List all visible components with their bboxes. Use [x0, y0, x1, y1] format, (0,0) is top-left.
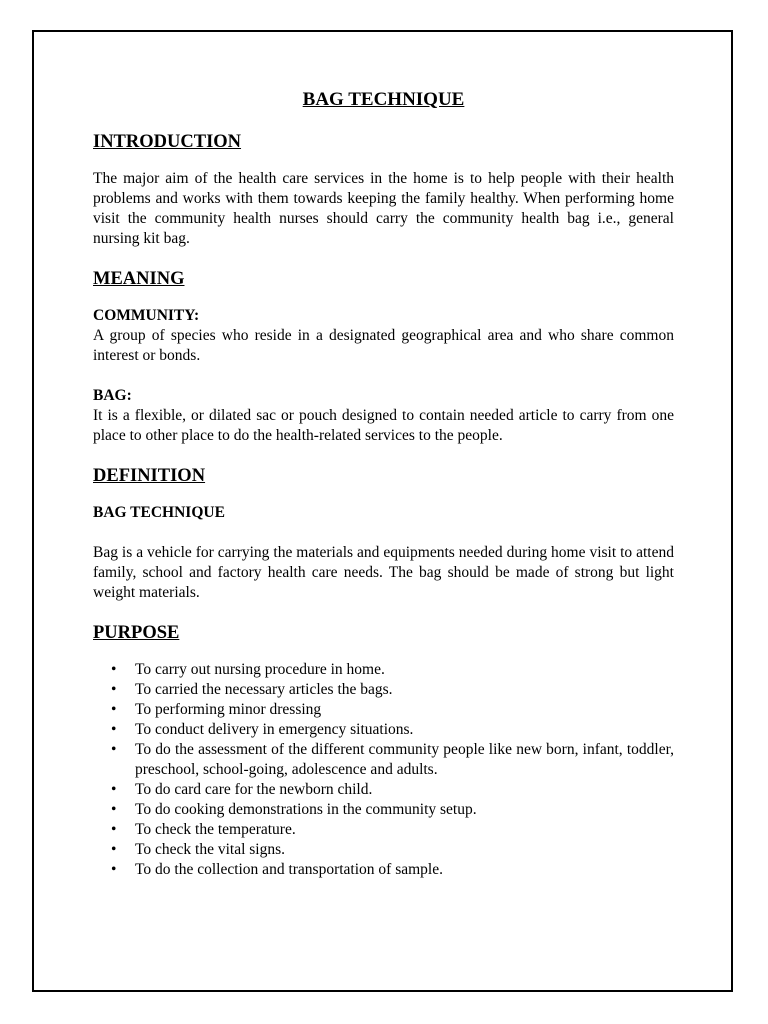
list-item: • To do the collection and transportation of sample.	[111, 861, 443, 878]
bullet-icon: •	[111, 861, 117, 878]
bullet-icon: •	[111, 821, 117, 838]
introduction-heading: INTRODUCTION	[93, 132, 242, 152]
list-item: • To do the assessment of the different community people like new born, infant, toddler, preschool, school-going, adolescence and adults.	[111, 741, 674, 778]
list-item: • To check the temperature.	[111, 821, 296, 838]
purpose-heading: PURPOSE	[93, 623, 180, 643]
bag-label: BAG:	[93, 387, 132, 404]
bullet-icon: •	[111, 841, 117, 858]
definition-heading: DEFINITION	[93, 466, 206, 486]
bag-text: It is a flexible, or dilated sac or pouch designed to contain needed article to carry from one place to other place to do the health-related services to the people.	[93, 407, 674, 444]
introduction-text: The major aim of the health care services in the home is to help people with their health problems and works with them towards keeping the family healthy. When performing home visit the community health nurses should carry the community health bag i.e., general nursing kit bag.	[93, 170, 674, 247]
bullet-icon: •	[111, 781, 117, 798]
bullet-icon: •	[111, 661, 117, 678]
purpose-list	[93, 660, 674, 880]
bullet-icon: •	[111, 681, 117, 698]
definition-text: Bag is a vehicle for carrying the materials and equipments needed during home visit to attend family, school and factory health care needs. The bag should be made of strong but light weight materials.	[93, 544, 674, 601]
list-item: • To do cooking demonstrations in the community setup.	[111, 801, 477, 818]
list-item: • To carried the necessary articles the bags.	[111, 681, 393, 698]
document-title: BAG TECHNIQUE	[302, 89, 465, 110]
bullet-icon: •	[111, 701, 117, 718]
definition-subheading: BAG TECHNIQUE	[93, 504, 225, 521]
meaning-heading: MEANING	[93, 269, 185, 289]
community-label: COMMUNITY:	[93, 307, 200, 324]
list-item: • To performing minor dressing	[111, 701, 322, 718]
bullet-icon: •	[111, 801, 117, 818]
document-body	[93, 88, 674, 880]
list-item: • To conduct delivery in emergency situations.	[111, 721, 414, 738]
list-item: • To check the vital signs.	[111, 841, 286, 858]
list-item: • To carry out nursing procedure in home.	[111, 661, 385, 678]
bullet-icon: •	[111, 721, 117, 738]
bullet-icon: •	[111, 741, 117, 758]
community-text: A group of species who reside in a designated geographical area and who share common interest or bonds.	[93, 327, 674, 364]
list-item: • To do card care for the newborn child.	[111, 781, 373, 798]
